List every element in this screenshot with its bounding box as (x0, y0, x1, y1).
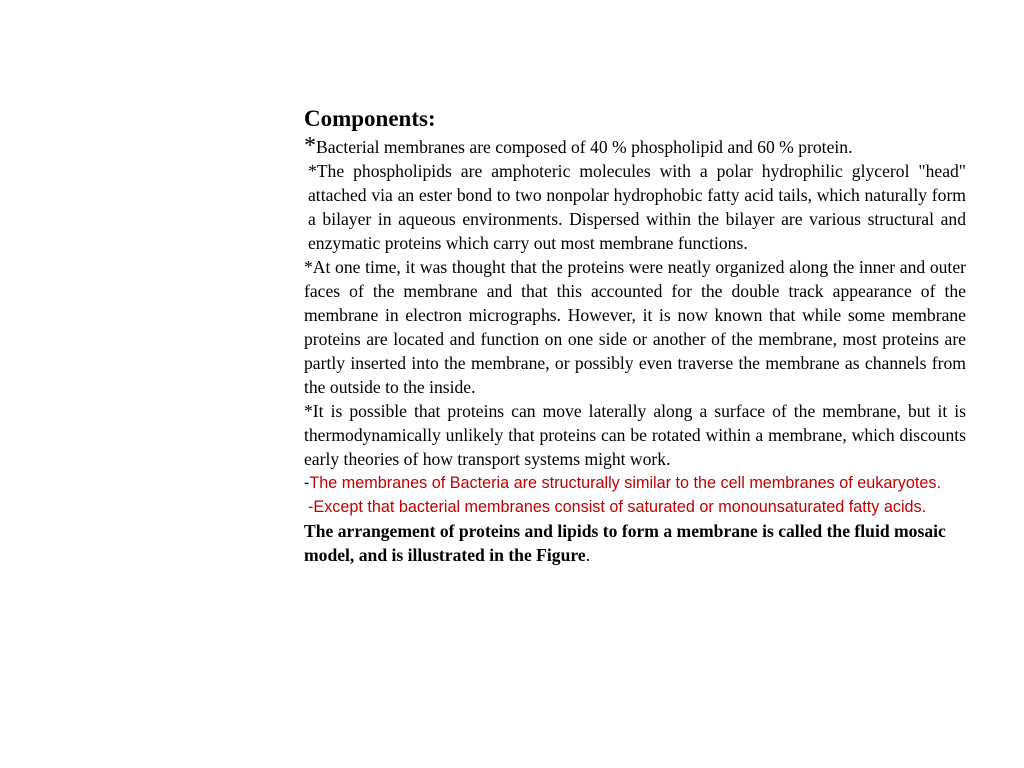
paragraph-protein-organization: *At one time, it was thought that the proteins were neatly organized along the inner and outer faces of the membrane and that this accounted for the double track appearance of the membrane in electron micrographs. However, it is now known that while some membrane proteins are located and function on one side or another of the membrane, most proteins are partly inserted into the membrane, or possibly even traverse the membrane as channels from the outside to the inside. (304, 257, 966, 397)
paragraph-lateral-movement: *It is possible that proteins can move laterally along a surface of the membrane, but it is thermodynamically unlikely that proteins can be rotated within a membrane, which discounts early theories of how transport systems might work. (304, 401, 966, 469)
content-block (304, 104, 966, 567)
conclusion-text: The arrangement of proteins and lipids to form a membrane is called the fluid mosaic model, and is illustrated in the Figure (304, 521, 946, 565)
note-eukaryote-similarity (304, 471, 966, 495)
conclusion-period: . (585, 545, 591, 565)
note-eukaryote-text: The membranes of Bacteria are structurally similar to the cell membranes of eukaryotes. (309, 474, 941, 492)
section-heading: Components: (304, 106, 436, 131)
conclusion-fluid-mosaic (304, 519, 966, 567)
paragraph-phospholipids: *The phospholipids are amphoteric molecules with a polar hydrophilic glycerol "head" attached via an ester bond to two nonpolar hydrophobic fatty acid tails, which naturally form a bilayer in aqueous environments. Dispersed within the bilayer are various structural and enzymatic proteins which carry out most membrane functions. (308, 161, 966, 253)
paragraph-composition (304, 135, 966, 159)
note-dash: - (304, 474, 310, 492)
paragraph-composition-text: Bacterial membranes are composed of 40 % phospholipid and 60 % protein. (316, 137, 853, 157)
bullet-star: * (304, 133, 316, 159)
note-fatty-acids: -Except that bacterial membranes consist of saturated or monounsaturated fatty acids. (308, 498, 927, 516)
